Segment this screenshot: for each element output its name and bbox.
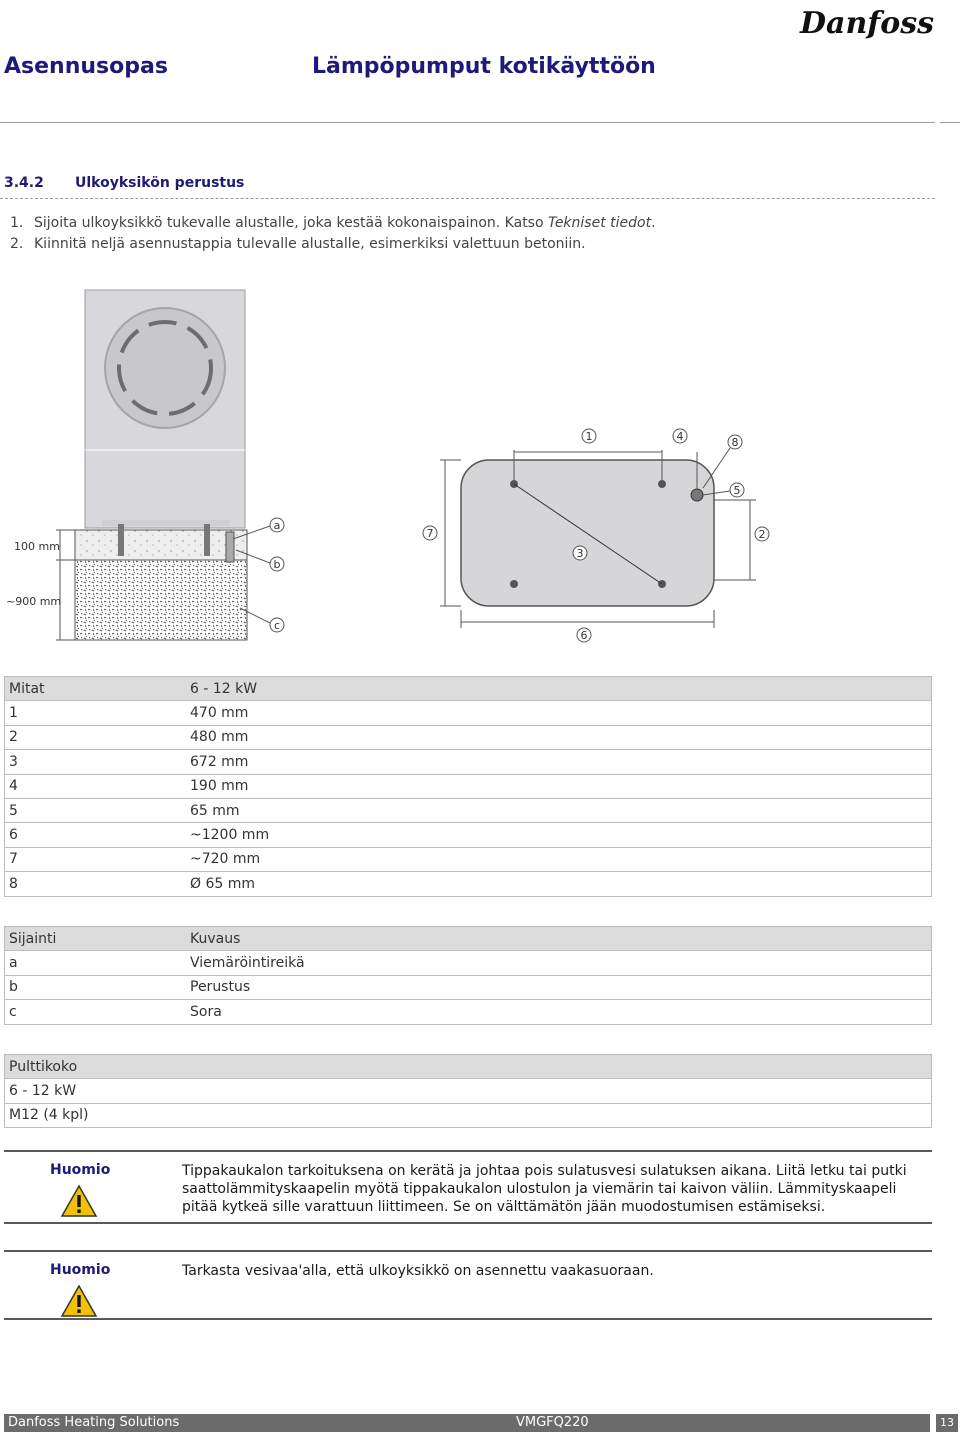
callout-2: 2 [758,528,766,541]
bolt [204,524,210,556]
danfoss-logo: Danfoss [800,6,934,41]
warning-icon [60,1284,98,1318]
table-cell: 480 mm [186,725,932,749]
note-drip-tray [4,1150,932,1224]
table-cell: 672 mm [186,750,932,774]
foundation-slab [461,460,714,606]
positions-table [4,926,932,1025]
step-number: 2. [10,236,24,252]
step-1 [10,215,656,231]
callout-7: 7 [426,527,434,540]
drain-pipe [226,532,234,562]
table-row [5,750,932,774]
table-cell: 6 [5,823,187,847]
dimension-900-label: ~900 mm [6,595,62,608]
footer-bar [4,1414,930,1432]
note-level-check [4,1250,932,1320]
callout-1: 1 [585,430,593,443]
table-header-row [5,677,932,701]
table-row [5,798,932,822]
table-cell: 5 [5,798,187,822]
table-cell: Ø 65 mm [186,872,932,896]
table-row [5,823,932,847]
table-cell: 190 mm [186,774,932,798]
callout-b: b [273,558,281,571]
table-cell: a [5,951,187,975]
bolt-hole [658,480,666,488]
table-cell: b [5,975,187,999]
table-row [5,1000,932,1024]
table-cell: 3 [5,750,187,774]
note-text: Tarkasta vesivaa'alla, että ulkoyksikkö on asennettu vaakasuoraan. [182,1263,654,1279]
document-title: Asennusopas [4,54,168,79]
footer-company: Danfoss Heating Solutions [8,1415,180,1430]
table-cell: 4 [5,774,187,798]
callout-5: 5 [733,484,741,497]
step-2 [10,236,586,252]
table-cell: ~1200 mm [186,823,932,847]
table-header-cell: Kuvaus [186,927,932,951]
table-row [5,872,932,896]
table-row [5,847,932,871]
callout-8: 8 [731,436,739,449]
table-row [5,951,932,975]
foundation-section [6,518,284,640]
table-cell: 2 [5,725,187,749]
section-divider [0,198,935,199]
callout-a: a [273,519,281,532]
table-row [5,1103,932,1127]
callout-3: 3 [576,547,584,560]
callout-c: c [273,619,281,632]
section-title: Ulkoyksikön perustus [75,175,245,191]
table-row [5,701,932,725]
foundation-plan-view [423,429,769,642]
outdoor-unit-front-view [85,290,245,528]
bolt-size-table [4,1054,932,1128]
bolt [118,524,124,556]
step-text: Kiinnitä neljä asennustappia tulevalle alustalle, esimerkiksi valettuun betoniin. [34,236,586,252]
fan-grille [105,308,225,428]
header-divider-right [940,122,960,123]
document-subtitle: Lämpöpumput kotikäyttöön [312,54,656,79]
foundation-drawing [0,288,960,648]
bolt-hole [510,580,518,588]
callout-6: 6 [580,629,588,642]
table-cell: Viemäröintireikä [186,951,932,975]
table-row [5,1079,932,1103]
table-header-row [5,927,932,951]
table-header-cell: 6 - 12 kW [186,677,932,701]
note-label: Huomio [50,1262,111,1278]
note-label: Huomio [50,1162,111,1178]
table-cell: 65 mm [186,798,932,822]
gravel-bed [75,560,247,640]
step-reference: Tekniset tiedot [548,215,652,231]
table-row [5,975,932,999]
page-number: 13 [936,1414,958,1432]
table-cell: M12 (4 kpl) [5,1103,932,1127]
step-text-end: . [651,215,656,231]
leader-line [703,448,730,488]
table-cell: c [5,1000,187,1024]
table-header-cell: Pulttikoko [5,1055,932,1079]
table-header-cell: Mitat [5,677,187,701]
callout-4: 4 [676,430,684,443]
header-divider [0,122,935,123]
table-cell: Sora [186,1000,932,1024]
table-row [5,725,932,749]
table-cell: 1 [5,701,187,725]
table-header-row [5,1055,932,1079]
concrete-foundation [75,530,247,560]
note-text: Tippakaukalon tarkoituksena on kerätä ja johtaa pois sulatusvesi sulatuksen aikana. Liitä letku tai putki saattolämmityskaapelin myötä tippakaukalon ulostulon ja viemärin tai kaivon väliin. Lämmityskaapeli pitää kytkeä sille varattuun liittimeen. Se on välttämätön jään muodostumisen estämiseksi. [182,1163,907,1215]
footer-doc-code: VMGFQ220 [516,1415,589,1430]
table-row [5,774,932,798]
table-cell: 8 [5,872,187,896]
table-cell: 470 mm [186,701,932,725]
table-cell: ~720 mm [186,847,932,871]
dimension-100-label: 100 mm [14,540,60,553]
table-cell: Perustus [186,975,932,999]
section-number: 3.4.2 [4,175,44,191]
dimensions-table [4,676,932,897]
table-cell: 6 - 12 kW [5,1079,932,1103]
table-header-cell: Sijainti [5,927,187,951]
step-text: Sijoita ulkoyksikkö tukevalle alustalle, joka kestää kokonaispainon. Katso [34,215,548,231]
drain-hole [691,489,703,501]
warning-icon [60,1184,98,1218]
table-cell: 7 [5,847,187,871]
step-number: 1. [10,215,24,231]
